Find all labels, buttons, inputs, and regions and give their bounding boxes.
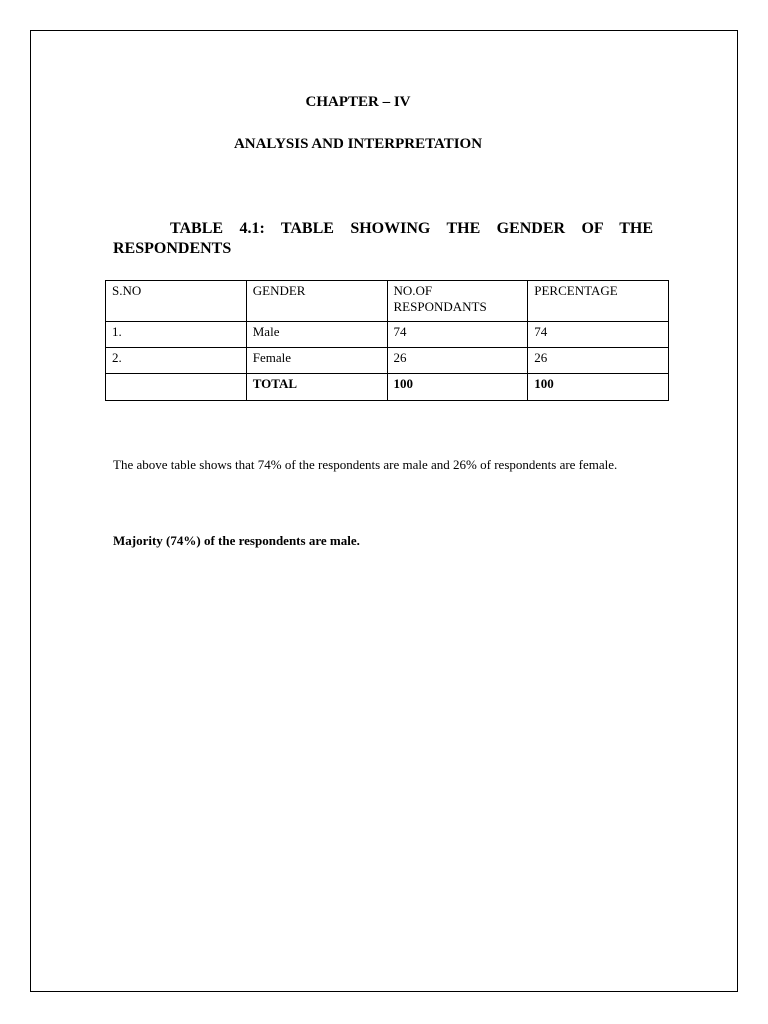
cell-sno: 1. — [106, 322, 247, 348]
page-border — [30, 30, 738, 992]
table-caption — [113, 219, 653, 259]
table-total-row — [106, 374, 669, 401]
total-label: TOTAL — [246, 374, 387, 401]
cell-respondants: 26 — [387, 348, 528, 374]
header-percentage: PERCENTAGE — [528, 281, 669, 322]
cell-gender: Female — [246, 348, 387, 374]
table-header-row — [106, 281, 669, 322]
table-caption-line1: TABLE 4.1: TABLE SHOWING THE GENDER OF THE — [170, 220, 653, 237]
total-sno — [106, 374, 247, 401]
conclusion-text: Majority (74%) of the respondents are male. — [113, 533, 360, 548]
table-row — [106, 322, 669, 348]
gender-table — [105, 280, 669, 401]
header-sno: S.NO — [106, 281, 247, 322]
header-respondants: NO.OF RESPONDANTS — [387, 281, 528, 322]
cell-gender: Male — [246, 322, 387, 348]
total-respondants: 100 — [387, 374, 528, 401]
cell-percentage: 26 — [528, 348, 669, 374]
table-caption-line2: RESPONDENTS — [113, 240, 232, 257]
section-title: ANALYSIS AND INTERPRETATION — [233, 136, 483, 152]
total-percentage: 100 — [528, 374, 669, 401]
table-row — [106, 348, 669, 374]
header-gender: GENDER — [246, 281, 387, 322]
cell-percentage: 74 — [528, 322, 669, 348]
interpretation-paragraph: The above table shows that 74% of the respondents are male and 26% of respondents are female. — [113, 457, 618, 472]
chapter-title: CHAPTER – IV — [305, 94, 411, 110]
cell-sno: 2. — [106, 348, 247, 374]
cell-respondants: 74 — [387, 322, 528, 348]
